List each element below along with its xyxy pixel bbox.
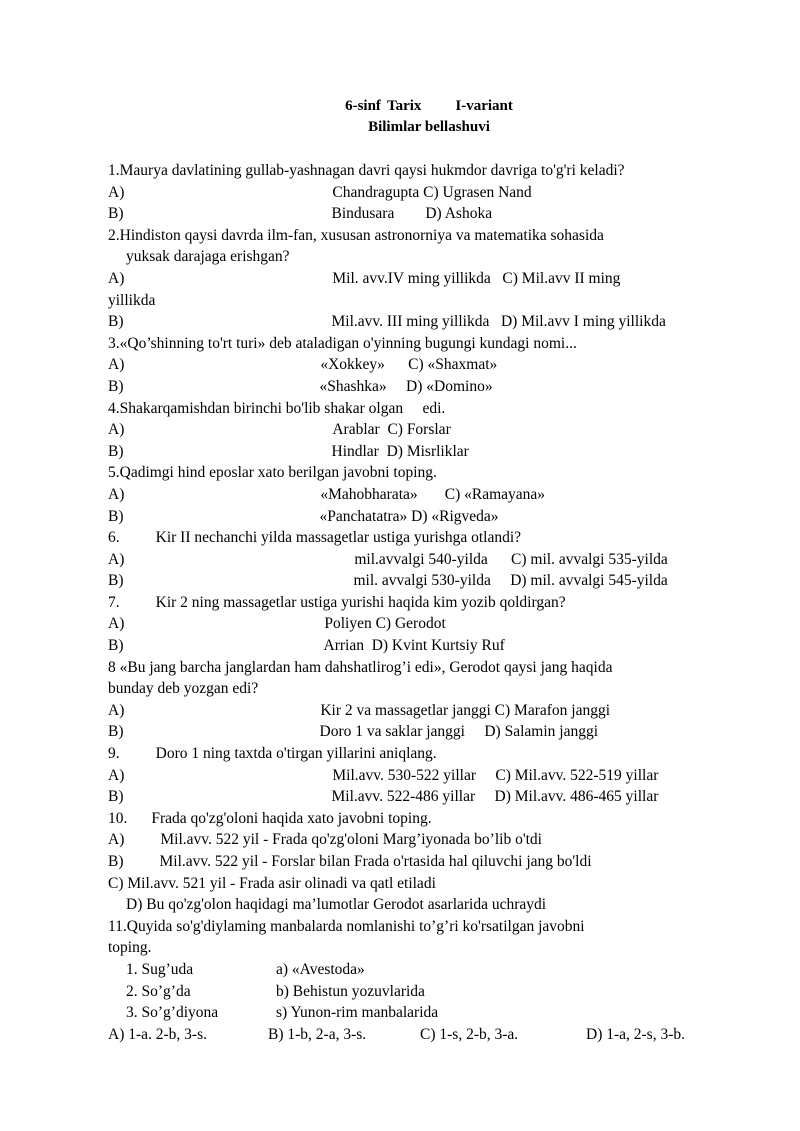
question-11-match-left: 1. Sug’uda xyxy=(126,960,194,978)
header-variant: I-variant xyxy=(455,98,513,114)
question-11-stem-line-2: toping. xyxy=(108,939,152,957)
header-grade: 6-sinf xyxy=(345,98,381,114)
question-10-option-a-text: Mil.avv. 522 yil - Frada qo'zg'oloni Marg’iyonada bo’lib o'tdi xyxy=(160,831,542,849)
question-3-option-b xyxy=(108,376,750,398)
document-header xyxy=(108,96,750,138)
question-7-stem xyxy=(108,592,750,614)
question-6-stem xyxy=(108,527,750,549)
question-10-number: 10. xyxy=(108,809,128,827)
question-7-number: 7. xyxy=(108,593,120,611)
question-7 xyxy=(108,592,750,657)
question-2-option-a-label: A) xyxy=(108,269,125,287)
question-10-option-b xyxy=(108,851,750,873)
question-1-option-a-text: Chandragupta C) Ugrasen Nand xyxy=(332,183,532,201)
question-10-stem-text: Frada qo'zg'oloni haqida xato javobni toping. xyxy=(151,809,432,827)
question-5-option-a xyxy=(108,484,750,506)
question-9-option-b xyxy=(108,786,750,808)
question-8-option-b-label: B) xyxy=(108,723,124,741)
question-4-option-a-label: A) xyxy=(108,421,125,439)
question-8-stem-line-1: 8 «Bu jang barcha janglardan ham dahshatlirog’i edi», Gerodot qaysi jang haqida xyxy=(108,658,613,676)
question-2-option-a-text: Mil. avv.IV ming yillikda C) Mil.avv II ming xyxy=(332,269,621,287)
question-10-option-b-label: B) xyxy=(108,853,124,870)
question-9 xyxy=(108,743,750,808)
question-2-option-b-text: Mil.avv. III ming yillikda D) Mil.avv I ming yillikda xyxy=(331,313,666,331)
question-11-answer-c: C) 1-s, 2-b, 3-a. xyxy=(420,1025,519,1043)
question-8-option-b-text: Doro 1 va saklar janggi D) Salamin janggi xyxy=(319,723,599,741)
question-11-match-right: s) Yunon-rim manbalarida xyxy=(276,1004,439,1022)
question-8-stem-line-2: bunday deb yozgan edi? xyxy=(108,680,259,698)
question-2-option-b xyxy=(108,311,750,333)
question-5-option-a-label: A) xyxy=(108,485,125,503)
question-6-option-b-label: B) xyxy=(108,572,124,590)
question-4-option-a-text: Arablar C) Forslar xyxy=(332,421,451,439)
question-11-match-row xyxy=(108,1002,750,1024)
question-8-option-b xyxy=(108,721,750,743)
question-2 xyxy=(108,225,750,333)
question-11-match-right: a) «Avestoda» xyxy=(276,960,365,978)
question-2-stem-line-1: 2.Hindiston qaysi davrda ilm-fan, xususan astronorniya va matematika sohasida xyxy=(108,226,604,244)
question-10-option-a-label: A) xyxy=(108,831,125,849)
question-1-option-b xyxy=(108,203,750,225)
question-10-option-b-text: Mil.avv. 522 yil - Forslar bilan Frada o'rtasida hal qiluvchi jang bo'ldi xyxy=(159,853,592,870)
question-5-option-a-text: «Mahobharata» C) «Ramayana» xyxy=(320,485,546,503)
question-3-option-b-text: «Shashka» D) «Domino» xyxy=(319,377,493,395)
question-3-option-a-label: A) xyxy=(108,356,125,374)
question-10-option-d: D) Bu qo'zg'olon haqidagi ma’lumotlar Gerodot asarlarida uchraydi xyxy=(126,896,547,914)
question-8-option-a-text: Kir 2 va massagetlar janggi C) Marafon janggi xyxy=(320,701,611,719)
question-9-number: 9. xyxy=(108,745,120,763)
question-9-option-a xyxy=(108,765,750,787)
question-6-option-a-label: A) xyxy=(108,550,125,568)
question-6 xyxy=(108,527,750,592)
question-9-option-a-text: Mil.avv. 530-522 yillar C) Mil.avv. 522-519 yillar xyxy=(332,766,659,784)
question-10 xyxy=(108,808,750,916)
question-3-stem: 3.«Qo’shinning to'rt turi» deb ataladigan o'yinning bugungi kundagi nomi... xyxy=(108,334,577,352)
header-subject: Tarix xyxy=(386,98,422,114)
header-line-grade-subject-variant xyxy=(108,96,750,117)
question-4 xyxy=(108,398,750,463)
question-7-option-a-text: Poliyen C) Gerodot xyxy=(324,615,446,633)
question-11-answer-a: A) 1-a. 2-b, 3-s. xyxy=(108,1025,208,1043)
question-8-option-a xyxy=(108,700,750,722)
question-1-option-a xyxy=(108,182,750,204)
question-10-option-a xyxy=(108,829,750,851)
question-3 xyxy=(108,333,750,398)
question-2-option-a xyxy=(108,268,750,290)
question-3-option-a-text: «Xokkey» C) «Shaxmat» xyxy=(320,356,498,374)
question-9-stem-text: Doro 1 ning taxtda o'tirgan yillarini aniqlang. xyxy=(155,745,437,763)
question-11 xyxy=(108,916,750,1046)
question-10-stem xyxy=(108,808,750,830)
question-9-option-a-label: A) xyxy=(108,766,125,784)
question-2-option-b-label: B) xyxy=(108,313,124,331)
question-11-match-left: 3. So’g’diyona xyxy=(126,1004,219,1022)
question-11-match-left: 2. So’g’da xyxy=(126,982,191,1000)
question-11-match-right: b) Behistun yozuvlarida xyxy=(276,982,425,1000)
question-6-number: 6. xyxy=(108,529,120,547)
question-1 xyxy=(108,160,750,225)
question-11-stem-line-1: 11.Quyida so'g'diylaming manbalarda nomlanishi to’g’ri ko'rsatilgan javobni xyxy=(108,917,585,935)
header-subtitle: Bilimlar bellashuvi xyxy=(368,119,490,135)
document-content xyxy=(108,96,750,1045)
header-body-spacer xyxy=(108,138,750,160)
question-10-option-c: C) Mil.avv. 521 yil - Frada asir olinadi va qatl etiladi xyxy=(108,874,436,892)
question-6-option-b xyxy=(108,570,750,592)
question-5 xyxy=(108,462,750,527)
question-1-option-b-text: Bindusara D) Ashoka xyxy=(331,205,493,223)
question-2-option-a-wrap: yillikda xyxy=(108,291,156,309)
question-7-option-a-label: A) xyxy=(108,615,125,633)
question-11-match-row xyxy=(108,981,750,1003)
question-6-option-a-text: mil.avvalgi 540-yilda C) mil. avvalgi 535-yilda xyxy=(354,550,668,568)
question-7-option-b-text: Arrian D) Kvint Kurtsiy Ruf xyxy=(323,637,505,655)
question-2-stem-line-2: yuksak darajaga erishgan? xyxy=(126,248,290,266)
question-8 xyxy=(108,657,750,743)
question-5-option-b xyxy=(108,506,750,528)
question-3-option-a xyxy=(108,354,750,376)
question-9-option-b-label: B) xyxy=(108,788,124,806)
question-9-stem xyxy=(108,743,750,765)
question-7-option-a xyxy=(108,613,750,635)
question-11-answer-d: D) 1-a, 2-s, 3-b. xyxy=(586,1025,686,1043)
question-1-option-a-label: A) xyxy=(108,183,125,201)
question-7-option-b-label: B) xyxy=(108,637,124,655)
question-4-option-b-label: B) xyxy=(108,442,124,460)
question-1-option-b-label: B) xyxy=(108,205,124,223)
question-1-stem: 1.Maurya davlatining gullab-yashnagan davri qaysi hukmdor davriga to'g'ri keladi? xyxy=(108,162,625,179)
question-7-stem-text: Kir 2 ning massagetlar ustiga yurishi haqida kim yozib qoldirgan? xyxy=(155,593,566,611)
question-list xyxy=(108,160,750,1045)
question-4-option-b-text: Hindlar D) Misrliklar xyxy=(331,442,469,460)
question-11-answer-row xyxy=(108,1024,750,1046)
question-5-stem: 5.Qadimgi hind eposlar xato berilgan javobni toping. xyxy=(108,464,437,482)
question-5-option-b-label: B) xyxy=(108,507,124,525)
question-6-option-a xyxy=(108,549,750,571)
question-11-answer-b: B) 1-b, 2-a, 3-s. xyxy=(268,1025,367,1043)
question-5-option-b-text: «Panchatatra» D) «Rigveda» xyxy=(319,507,499,525)
question-8-option-a-label: A) xyxy=(108,701,125,719)
question-9-option-b-text: Mil.avv. 522-486 yillar D) Mil.avv. 486-465 yillar xyxy=(331,788,659,806)
question-6-option-b-text: mil. avvalgi 530-yilda D) mil. avvalgi 545-yilda xyxy=(353,572,668,590)
question-3-option-b-label: B) xyxy=(108,377,124,395)
question-4-stem: 4.Shakarqamishdan birinchi bo'lib shakar olgan edi. xyxy=(108,399,446,417)
question-4-option-a xyxy=(108,419,750,441)
question-6-stem-text: Kir II nechanchi yilda massagetlar ustiga yurishga otlandi? xyxy=(155,529,522,547)
question-7-option-b xyxy=(108,635,750,657)
question-11-match-row xyxy=(108,959,750,981)
question-4-option-b xyxy=(108,441,750,463)
